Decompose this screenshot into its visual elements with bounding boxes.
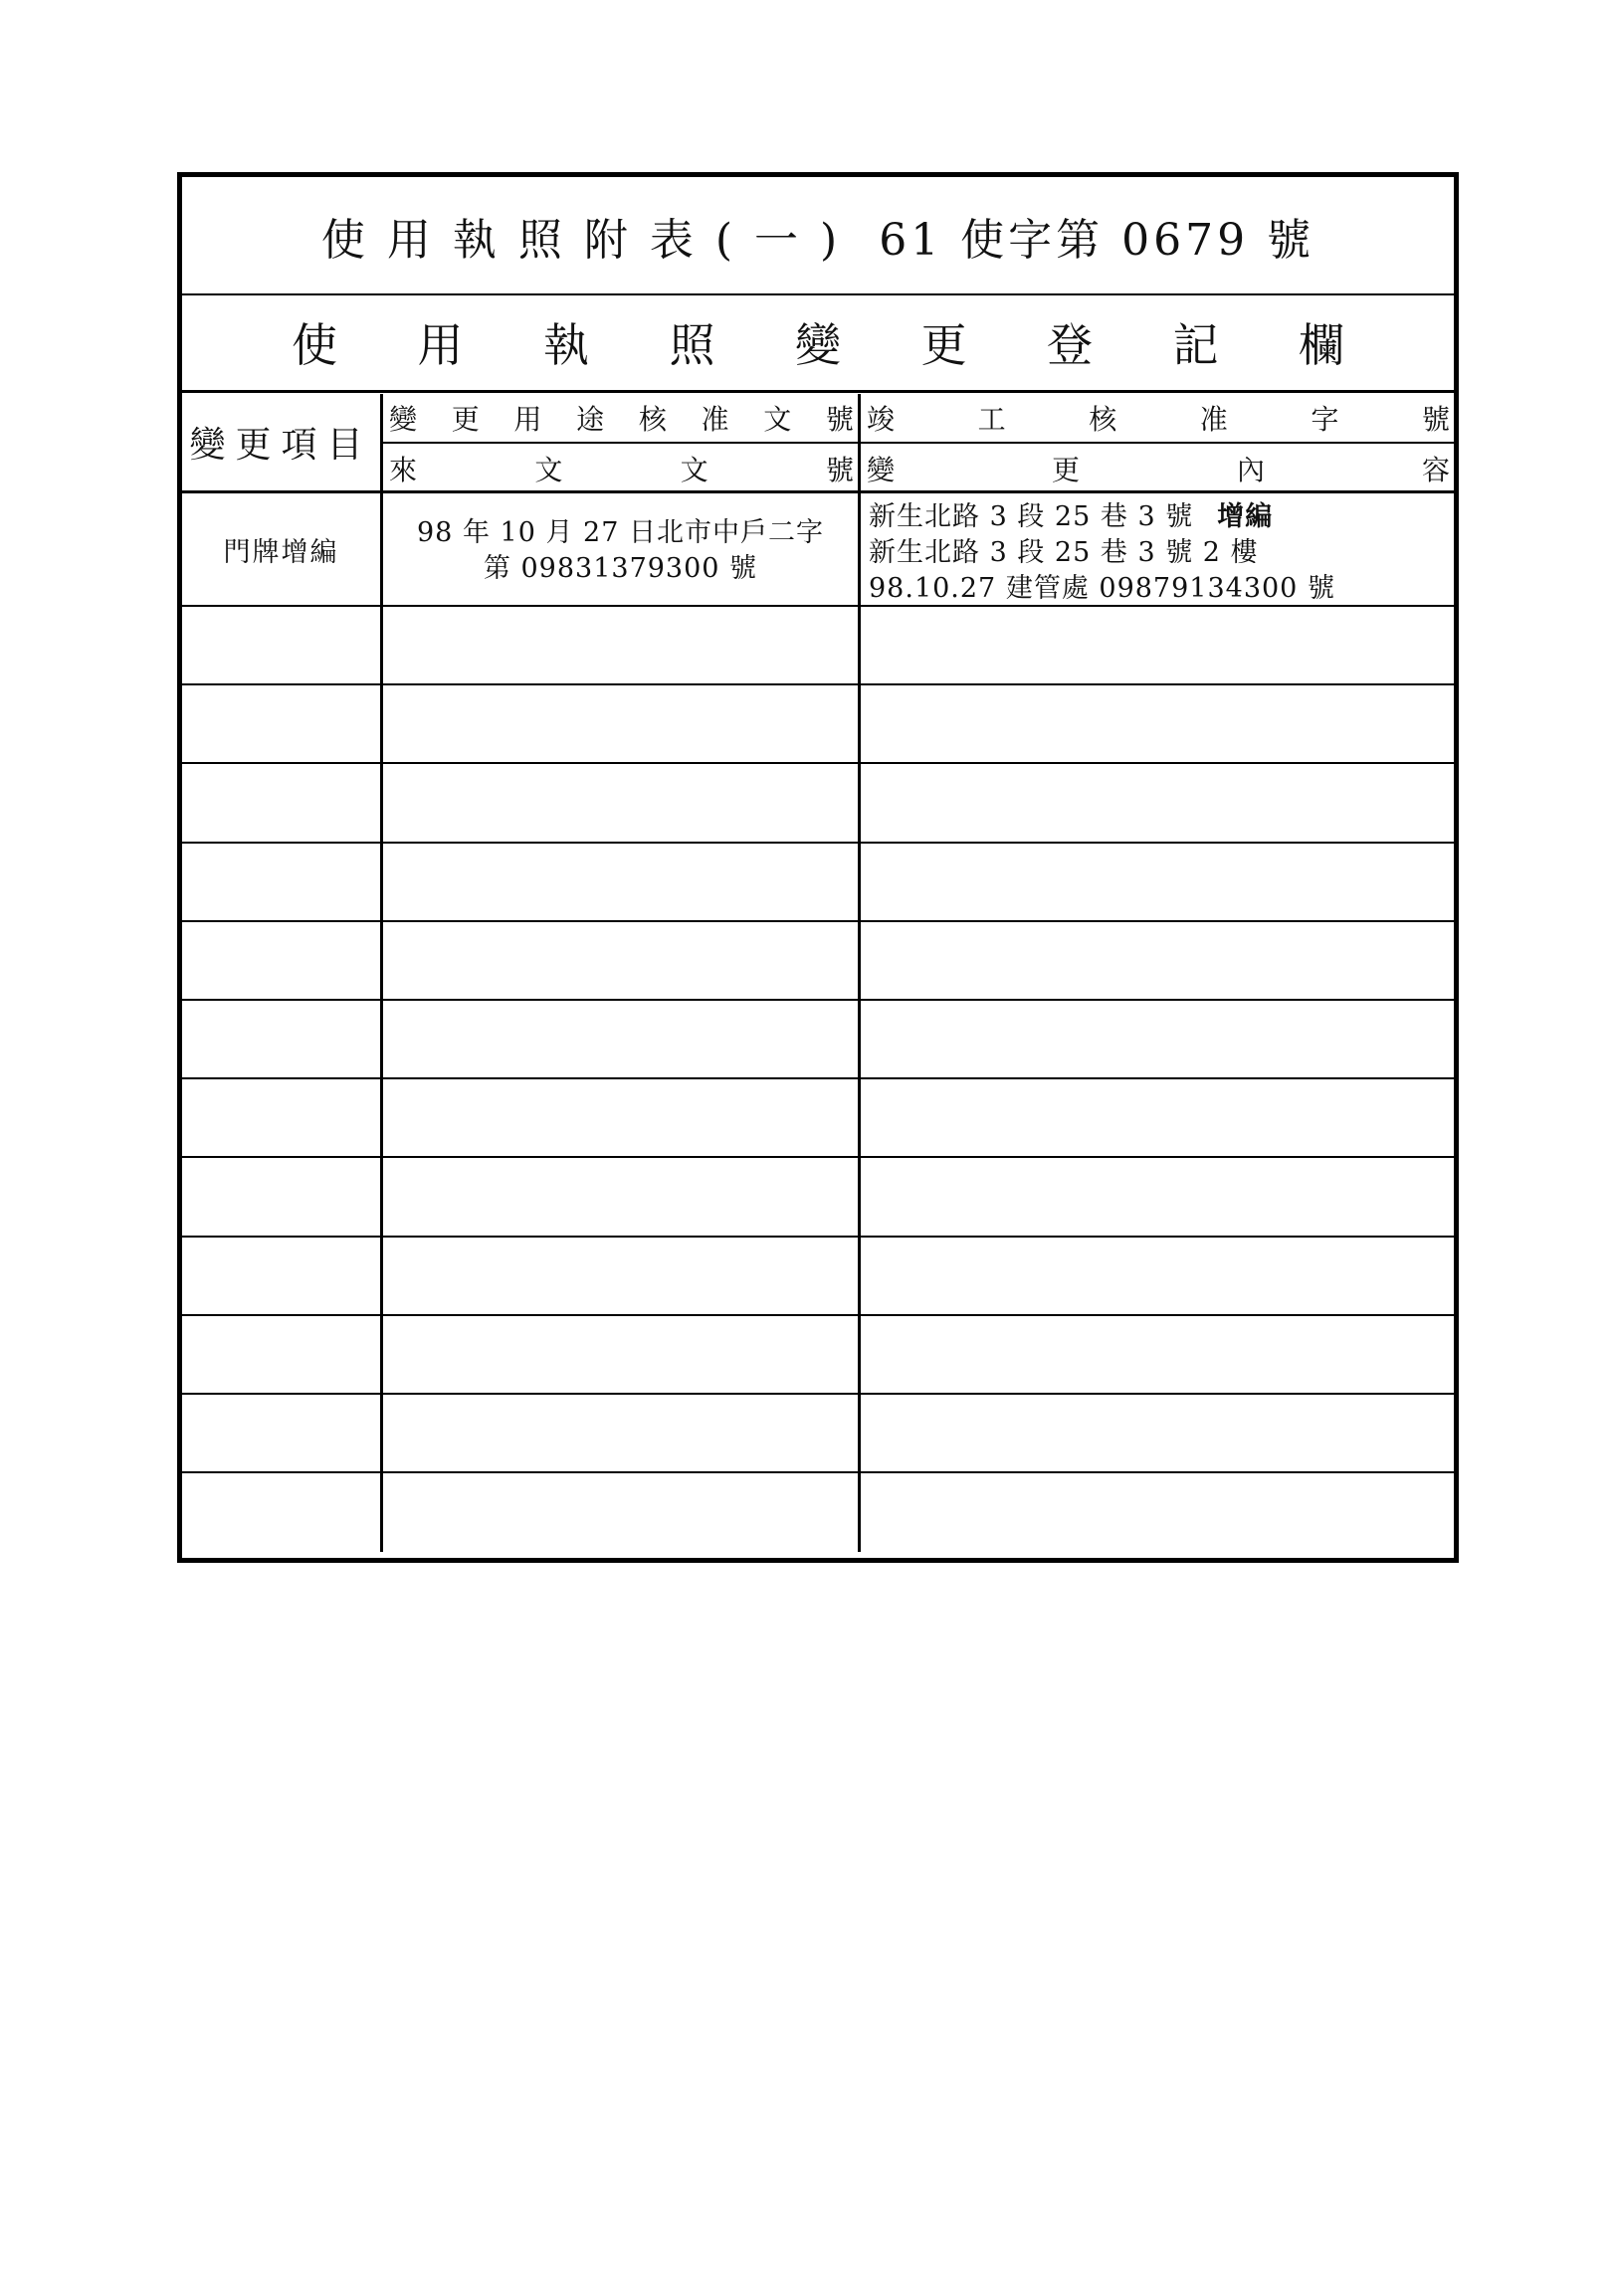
- document-number-cell: [383, 1001, 861, 1077]
- table-row: [182, 764, 1454, 843]
- table-row: [182, 607, 1454, 685]
- change-content-cell: [861, 764, 1454, 841]
- document-number-cell: [383, 1395, 861, 1471]
- change-item-cell: [182, 1395, 383, 1471]
- header-change-item-label: 變更項目: [189, 425, 373, 466]
- table-row: [182, 1079, 1454, 1158]
- change-tag: 增編: [1217, 501, 1274, 532]
- change-item-cell: [182, 764, 383, 841]
- header-char: 工: [977, 403, 1006, 436]
- header-char: 容: [1421, 454, 1450, 486]
- subtitle-char: 欄: [1299, 317, 1344, 372]
- header-document-number: [383, 394, 861, 493]
- subtitle-char: 登: [1047, 317, 1093, 372]
- usage-permit-form: [177, 172, 1459, 1563]
- header-incoming-doc-number: [383, 444, 858, 493]
- header-completion-approval-number: [861, 394, 1454, 444]
- header-char: 號: [825, 454, 854, 486]
- change-content-text: [869, 499, 1450, 607]
- address-text: 新生北路 3 段 25 巷 3 號: [869, 501, 1194, 532]
- change-content-cell: [861, 922, 1454, 999]
- header-char: 核: [638, 403, 667, 436]
- table-row: [182, 685, 1454, 764]
- header-char: 途: [576, 403, 605, 436]
- table-row: [182, 1158, 1454, 1237]
- document-number-cell: [383, 685, 861, 762]
- change-content-cell: [861, 1079, 1454, 1156]
- document-number-line: 98 年 10 月 27 日北市中戶二字: [417, 517, 824, 548]
- header-char: 更: [1051, 454, 1080, 486]
- subtitle-char: 用: [417, 317, 464, 372]
- change-item-cell: [182, 1079, 383, 1156]
- document-number-text: [383, 515, 858, 587]
- change-item-text: 門牌增編: [223, 536, 339, 568]
- change-content-cell: [861, 493, 1454, 605]
- change-item-cell: [182, 1238, 383, 1314]
- change-item-cell: [182, 685, 383, 762]
- subtitle-char: 執: [543, 317, 589, 372]
- change-content-line: 新生北路 3 段 25 巷 3 號 2 樓: [869, 537, 1259, 568]
- table-row: [182, 493, 1454, 607]
- header-char: 文: [680, 454, 708, 486]
- header-char: 准: [1199, 403, 1228, 436]
- change-content-cell: [861, 1001, 1454, 1077]
- document-number-cell: [383, 1158, 861, 1235]
- header-char: 變: [389, 403, 418, 436]
- document-number-line: 第 09831379300 號: [483, 553, 758, 584]
- header-char: 文: [534, 454, 563, 486]
- change-content-cell: [861, 607, 1454, 683]
- header-char: 來: [389, 454, 418, 486]
- header-char: 核: [1089, 403, 1117, 436]
- form-title-main: 使用執照附表(一): [320, 214, 860, 266]
- header-char: 號: [825, 403, 854, 436]
- header-char: 內: [1236, 454, 1265, 486]
- document-number-cell: [383, 1316, 861, 1393]
- table-row: [182, 844, 1454, 922]
- change-content-cell: [861, 1238, 1454, 1314]
- document-number-cell: [383, 1079, 861, 1156]
- header-char: 用: [513, 403, 542, 436]
- document-number-cell: [383, 493, 861, 605]
- subtitle-char: 變: [795, 317, 841, 372]
- document-number-cell: [383, 764, 861, 841]
- table-row: [182, 1316, 1454, 1395]
- table-row: [182, 1001, 1454, 1079]
- header-char: 變: [867, 454, 896, 486]
- table-row: [182, 1395, 1454, 1473]
- subtitle-char: 使: [292, 317, 337, 372]
- table-row: [182, 1473, 1454, 1552]
- change-item-cell: [182, 493, 383, 605]
- change-item-cell: [182, 1158, 383, 1235]
- header-char: 字: [1311, 403, 1339, 436]
- change-item-cell: [182, 607, 383, 683]
- header-approval-doc-number: [383, 394, 858, 444]
- document-number-cell: [383, 844, 861, 920]
- permit-number: 61 使字第 0679 號: [879, 214, 1315, 266]
- form-title: [182, 177, 1454, 295]
- form-subtitle: [182, 293, 1454, 393]
- change-content-cell: [861, 1316, 1454, 1393]
- document-number-cell: [383, 922, 861, 999]
- document-number-cell: [383, 1238, 861, 1314]
- change-item-cell: [182, 922, 383, 999]
- table-row: [182, 1238, 1454, 1316]
- header-char: 更: [451, 403, 480, 436]
- change-content-cell: [861, 1158, 1454, 1235]
- change-item-cell: [182, 1316, 383, 1393]
- header-char: 准: [701, 403, 729, 436]
- document-number-cell: [383, 1473, 861, 1552]
- header-change-item: [182, 394, 383, 493]
- change-content-cell: [861, 844, 1454, 920]
- document-number-cell: [383, 607, 861, 683]
- change-content-cell: [861, 1395, 1454, 1471]
- change-content-line: [869, 499, 1450, 535]
- header-char: 號: [1421, 403, 1450, 436]
- subtitle-char: 照: [669, 317, 715, 372]
- subtitle-char: 更: [920, 317, 967, 372]
- subtitle-char: 記: [1172, 317, 1219, 372]
- change-item-cell: [182, 1473, 383, 1552]
- change-item-cell: [182, 844, 383, 920]
- header-char: 文: [763, 403, 792, 436]
- header-change-content: [861, 394, 1454, 493]
- header-change-content-label: [861, 444, 1454, 493]
- change-content-cell: [861, 1473, 1454, 1552]
- header-char: 竣: [867, 403, 896, 436]
- change-content-line: 98.10.27 建管處 09879134300 號: [869, 573, 1335, 604]
- table-row: [182, 922, 1454, 1001]
- change-item-cell: [182, 1001, 383, 1077]
- change-content-cell: [861, 685, 1454, 762]
